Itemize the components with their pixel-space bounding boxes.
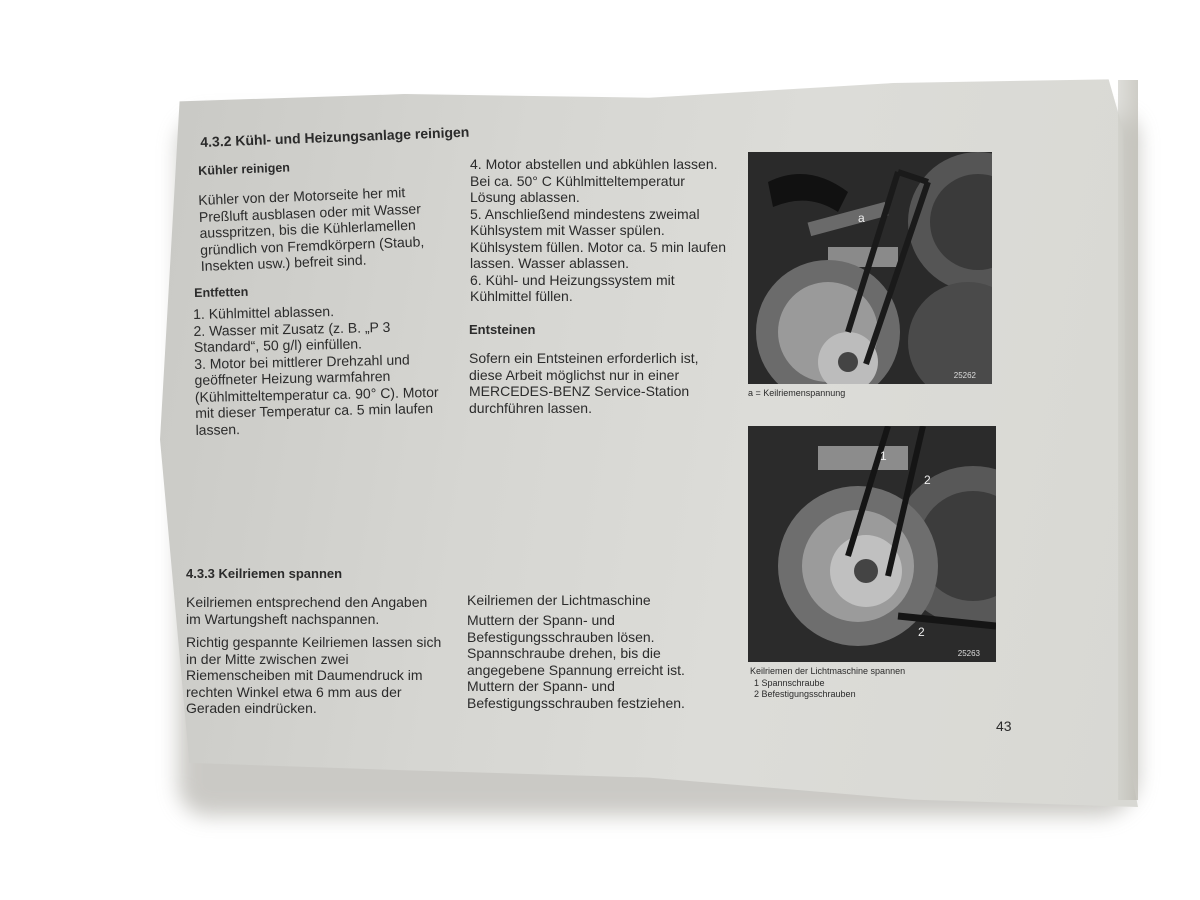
step-3: 3. Motor bei mittlerer Drehzahl und geöffneter Heizung warmfahren (Kühlmitteltemperatur ca. 90° C). Motor mit dieser Temperatur ca. 5 min laufen lassen. [194, 350, 439, 438]
step-1: 1. Kühlmittel ablassen. [193, 303, 335, 322]
section-432-heading: 4.3.2 Kühl- und Heizungsanlage reinigen [200, 123, 470, 150]
subheading-entfetten: Entfetten [194, 284, 249, 300]
subheading-lichtmaschine: Keilriemen der Lichtmaschine [467, 592, 651, 608]
step-6: 6. Kühl- und Heizungssystem mit Kühlmittel füllen. [470, 271, 675, 304]
paragraph-richtig-gespannt: Richtig gespannte Keilriemen lassen sich in der Mitte zwischen zwei Riemenscheiben mit Daumendruck im rechten Winkel etwa 6 mm aus der Geraden eindrücken. [186, 634, 442, 716]
figure-1-photo [748, 152, 992, 384]
paragraph-entsteinen: Sofern ein Entsteinen erforderlich ist, diese Arbeit möglichst nur in einer MERCEDES-BENZ Service-Station durchführen lassen. [469, 350, 699, 416]
figure-2-number: 25263 [957, 649, 980, 658]
figure-1-caption: a = Keilriemenspannung [748, 388, 846, 398]
figure-1-number: 25262 [953, 371, 976, 380]
step-4: 4. Motor abstellen und abkühlen lassen. Bei ca. 50° C Kühlmitteltemperatur Lösung ablassen. [470, 156, 718, 205]
figure-2-caption-title: Keilriemen der Lichtmaschine spannen [750, 666, 906, 676]
figure-2-caption-1: 1 Spannschraube [754, 678, 825, 688]
page-number: 43 [996, 718, 1012, 734]
subheading-kuehler-reinigen: Kühler reinigen [198, 160, 291, 178]
figure-2-label-2a: 2 [924, 473, 931, 487]
step-2: 2. Wasser mit Zusatz (z. B. „P 3 Standard“, 50 g/l) einfüllen. [193, 318, 391, 355]
step-5: 5. Anschließend mindestens zweimal Kühlsystem mit Wasser spülen. Kühlsystem füllen. Motor ca. 5 min laufen lassen. Wasser ablassen. [470, 205, 727, 271]
steps-left-list [193, 301, 448, 438]
paragraph-lichtmaschine: Muttern der Spann- und Befestigungsschrauben lösen. Spannschraube drehen, bis die angegebene Spannung erreicht ist. Muttern der Spann- und Befestigungsschrauben festziehen. [467, 612, 685, 711]
steps-right-list [470, 156, 728, 305]
engine-photo-2 [748, 426, 996, 662]
figure-2-label-2b: 2 [918, 625, 925, 639]
subheading-entsteinen: Entsteinen [469, 322, 536, 337]
paragraph-nachspannen: Keilriemen entsprechend den Angaben im Wartungsheft nachspannen. [186, 594, 428, 627]
figure-2-photo [748, 426, 996, 662]
figure-2-caption-2: 2 Befestigungsschrauben [754, 689, 856, 699]
figure-1-label-a: a [858, 211, 865, 225]
figure-2-label-1: 1 [880, 449, 887, 463]
section-433-heading: 4.3.3 Keilriemen spannen [186, 566, 343, 581]
page-edge [1118, 80, 1138, 800]
engine-photo-1 [748, 152, 992, 384]
paragraph-kuehler-reinigen: Kühler von der Motorseite her mit Preßluft ausblasen oder mit Wasser ausspritzen, bis die Kühlerlamellen gründlich von Fremdkörpern (Staub, Insekten usw.) befreit sind. [198, 184, 425, 274]
